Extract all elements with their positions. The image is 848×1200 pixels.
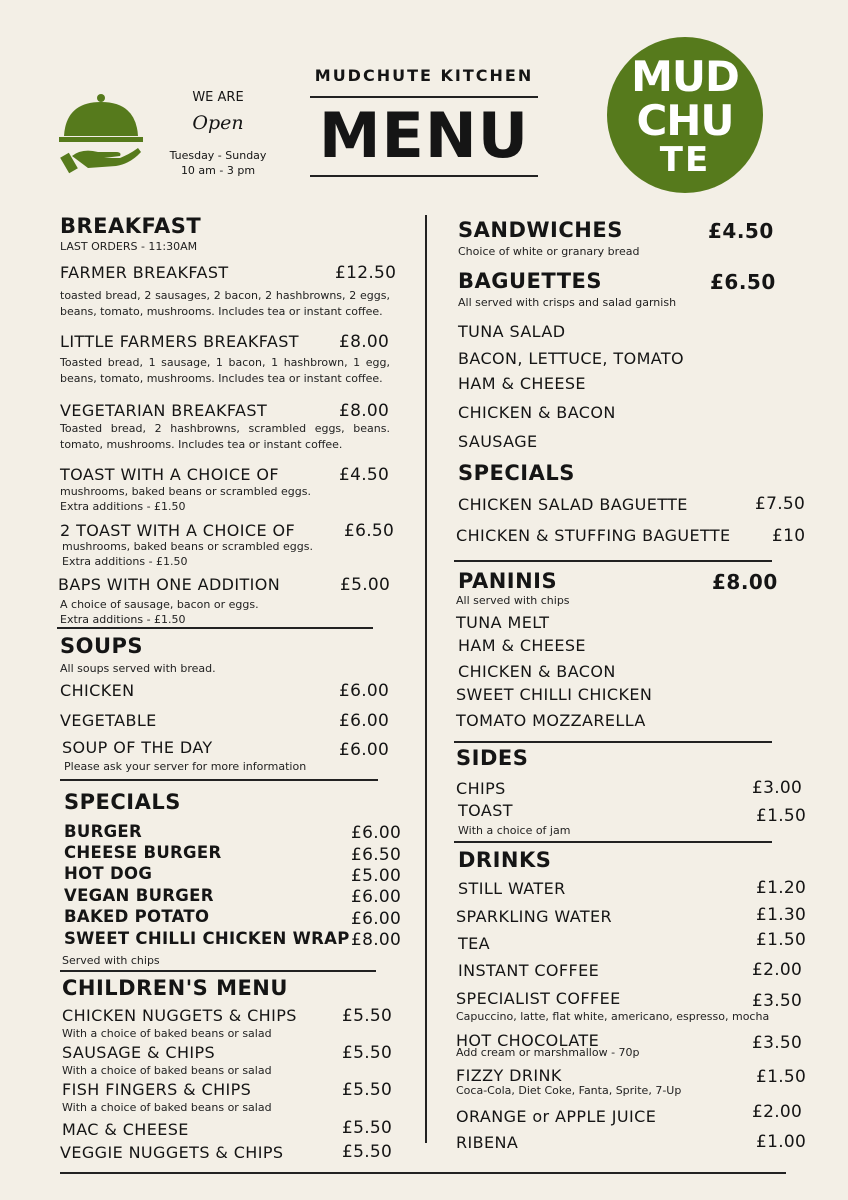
menu-item-name: TUNA SALAD xyxy=(458,322,566,341)
soups-note: All soups served with bread. xyxy=(60,662,216,675)
menu-item-price: £5.00 xyxy=(351,866,402,886)
menu-item-name: SPARKLING WATER xyxy=(456,907,613,926)
menu-item-desc: mushrooms, baked beans or scrambled eggs. xyxy=(60,485,311,498)
menu-item-name: VEGGIE NUGGETS & CHIPS xyxy=(60,1143,284,1162)
menu-item-price: £2.00 xyxy=(752,1102,803,1122)
menu-item-price: £10 xyxy=(772,526,806,546)
specials-note: Served with chips xyxy=(62,954,160,967)
section-divider xyxy=(57,627,373,629)
paninis-note: All served with chips xyxy=(456,594,570,607)
menu-item-name: HAM & CHEESE xyxy=(458,636,586,655)
mudchute-logo xyxy=(607,37,763,193)
section-divider xyxy=(454,560,772,562)
menu-item-desc: With a choice of baked beans or salad xyxy=(62,1101,272,1114)
sandwiches-note: Choice of white or granary bread xyxy=(458,245,640,258)
menu-item-name: CHICKEN & BACON xyxy=(458,403,616,422)
menu-item-price: £3.50 xyxy=(752,1033,803,1053)
menu-item-price: £3.00 xyxy=(752,778,803,798)
menu-item-price: £5.50 xyxy=(342,1080,393,1100)
menu-item-name: 2 TOAST WITH A CHOICE OF xyxy=(60,521,296,540)
menu-item-name: FISH FINGERS & CHIPS xyxy=(62,1080,252,1099)
baguettes-note: All served with crisps and salad garnish xyxy=(458,296,677,309)
menu-item-desc: Please ask your server for more information xyxy=(64,760,307,773)
menu-item-name: VEGETARIAN BREAKFAST xyxy=(60,401,268,420)
column-divider xyxy=(425,215,427,1143)
we-are-label: WE ARE xyxy=(192,90,244,105)
menu-item-name: SWEET CHILLI CHICKEN WRAP xyxy=(64,929,350,948)
menu-item-price: £6.00 xyxy=(351,909,402,929)
menu-item-price: £1.30 xyxy=(756,905,807,925)
menu-item-name: CHICKEN xyxy=(60,681,135,700)
section-divider xyxy=(454,741,772,743)
specials-title: SPECIALS xyxy=(458,461,575,485)
menu-item-name: CHEESE BURGER xyxy=(64,843,222,862)
menu-item-price: £1.20 xyxy=(756,878,807,898)
menu-item-price: £6.50 xyxy=(344,521,395,541)
menu-item-desc: toasted bread, 2 sausages, 2 bacon, 2 hashbrowns, 2 eggs, beans, tomato, mushrooms. Includes tea or instant coffee. xyxy=(60,289,390,318)
kitchen-name: MUDCHUTE KITCHEN xyxy=(314,66,534,85)
menu-item-name: RIBENA xyxy=(456,1133,519,1152)
menu-item-name: BURGER xyxy=(64,822,142,841)
menu-item-name: LITTLE FARMERS BREAKFAST xyxy=(60,332,299,351)
opening-hours: 10 am - 3 pm xyxy=(180,164,256,177)
menu-item-price: £6.00 xyxy=(339,711,390,731)
header-divider-top xyxy=(310,96,538,98)
specials-title: SPECIALS xyxy=(64,790,181,814)
menu-item-name: TUNA MELT xyxy=(456,613,550,632)
menu-item-name: TEA xyxy=(458,934,491,953)
menu-item-name: SAUSAGE xyxy=(458,432,538,451)
open-label: Open xyxy=(192,112,244,134)
header-divider-bottom xyxy=(310,175,538,177)
menu-item-desc: Toasted bread, 2 hashbrowns, scrambled eggs, beans. tomato, mushrooms. Includes tea or instant coffee. xyxy=(60,422,390,451)
menu-item-name: SPECIALIST COFFEE xyxy=(456,989,621,1008)
menu-item-desc: A choice of sausage, bacon or eggs. xyxy=(60,598,259,611)
menu-item-name: BACON, LETTUCE, TOMATO xyxy=(458,349,685,368)
sides-title: SIDES xyxy=(456,746,529,770)
menu-item-name: TOAST WITH A CHOICE OF xyxy=(60,465,279,484)
menu-item-name: VEGETABLE xyxy=(60,711,157,730)
soups-title: SOUPS xyxy=(60,634,144,658)
menu-item-name: SWEET CHILLI CHICKEN xyxy=(456,685,653,704)
childrens-menu-title: CHILDREN'S MENU xyxy=(62,976,288,1000)
menu-item-name: INSTANT COFFEE xyxy=(458,961,600,980)
menu-item-name: VEGAN BURGER xyxy=(64,886,214,905)
menu-item-price: £7.50 xyxy=(755,494,806,514)
menu-item-price: £1.50 xyxy=(756,930,807,950)
menu-item-price: £8.00 xyxy=(339,401,390,421)
menu-item-name: HOT DOG xyxy=(64,864,153,883)
menu-item-price: £1.50 xyxy=(756,806,807,826)
section-divider xyxy=(60,970,376,972)
paninis-price: £8.00 xyxy=(712,570,778,594)
menu-item-name: FARMER BREAKFAST xyxy=(60,263,229,282)
menu-item-name: CHICKEN SALAD BAGUETTE xyxy=(458,495,688,514)
sandwiches-title: SANDWICHES xyxy=(458,218,623,242)
menu-item-price: £5.00 xyxy=(340,575,391,595)
menu-item-name: BAKED POTATO xyxy=(64,907,210,926)
menu-item-name: CHICKEN & STUFFING BAGUETTE xyxy=(456,526,731,545)
menu-item-price: £5.50 xyxy=(342,1118,393,1138)
footer-divider xyxy=(60,1172,786,1174)
menu-item-price: £3.50 xyxy=(752,991,803,1011)
menu-item-desc: Toasted bread, 1 sausage, 1 bacon, 1 hashbrown, 1 egg, beans, tomato, mushrooms. Includes tea or instant coffee. xyxy=(60,356,390,385)
menu-item-desc: With a choice of baked beans or salad xyxy=(62,1064,272,1077)
menu-item-price: £6.00 xyxy=(339,681,390,701)
menu-item-price: £5.50 xyxy=(342,1006,393,1026)
menu-item-name: SAUSAGE & CHIPS xyxy=(62,1043,216,1062)
menu-item-name: ORANGE or APPLE JUICE xyxy=(456,1107,657,1126)
paninis-title: PANINIS xyxy=(458,569,558,593)
menu-item-price: £5.50 xyxy=(342,1142,393,1162)
breakfast-note: LAST ORDERS - 11:30AM xyxy=(60,240,198,253)
menu-item-price: £12.50 xyxy=(335,263,397,283)
logo-line-1: MUD xyxy=(631,52,739,101)
menu-item-price: £6.50 xyxy=(351,845,402,865)
menu-item-name: STILL WATER xyxy=(458,879,566,898)
menu-item-name: HOT CHOCOLATE xyxy=(456,1031,600,1050)
menu-item-price: £1.50 xyxy=(756,1067,807,1087)
section-divider xyxy=(60,779,378,781)
breakfast-title: BREAKFAST xyxy=(60,214,202,238)
menu-item-price: £6.00 xyxy=(339,740,390,760)
menu-item-name: BAPS WITH ONE ADDITION xyxy=(58,575,281,594)
menu-item-price: £5.50 xyxy=(342,1043,393,1063)
menu-item-name: SOUP OF THE DAY xyxy=(62,738,213,757)
menu-item-desc: mushrooms, baked beans or scrambled eggs. xyxy=(62,540,313,553)
opening-days: Tuesday - Sunday xyxy=(169,149,267,162)
menu-item-name: MAC & CHEESE xyxy=(62,1120,189,1139)
drinks-title: DRINKS xyxy=(458,848,552,872)
menu-item-name: CHICKEN & BACON xyxy=(458,662,616,681)
menu-item-name: CHICKEN NUGGETS & CHIPS xyxy=(62,1006,297,1025)
menu-item-name: FIZZY DRINK xyxy=(456,1066,562,1085)
menu-item-desc: With a choice of baked beans or salad xyxy=(62,1027,272,1040)
menu-item-price: £8.00 xyxy=(351,930,402,950)
menu-item-extra: Extra additions - £1.50 xyxy=(62,555,188,568)
menu-item-price: £2.00 xyxy=(752,960,803,980)
cloche-hand-icon xyxy=(58,92,144,176)
baguettes-price: £6.50 xyxy=(710,270,776,294)
menu-item-name: TOAST xyxy=(458,801,513,820)
menu-item-name: CHIPS xyxy=(456,779,506,798)
logo-line-3: TE xyxy=(659,140,711,180)
menu-item-desc: Capuccino, latte, flat white, americano, espresso, mocha xyxy=(456,1010,770,1023)
menu-item-price: £4.50 xyxy=(339,465,390,485)
menu-item-extra: Extra additions - £1.50 xyxy=(60,613,186,626)
logo-line-2: CHU xyxy=(636,96,734,145)
page-title: MENU xyxy=(318,99,530,172)
menu-item-price: £6.00 xyxy=(351,823,402,843)
baguettes-title: BAGUETTES xyxy=(458,269,602,293)
menu-item-name: TOMATO MOZZARELLA xyxy=(456,711,646,730)
menu-item-price: £1.00 xyxy=(756,1132,807,1152)
menu-item-desc: With a choice of jam xyxy=(458,824,571,837)
menu-item-name: HAM & CHEESE xyxy=(458,374,586,393)
section-divider xyxy=(454,841,772,843)
sandwiches-price: £4.50 xyxy=(708,219,774,243)
menu-item-desc: Add cream or marshmallow - 70p xyxy=(456,1046,640,1059)
menu-item-extra: Extra additions - £1.50 xyxy=(60,500,186,513)
menu-item-price: £6.00 xyxy=(351,887,402,907)
menu-item-price: £8.00 xyxy=(339,332,390,352)
menu-item-desc: Coca-Cola, Diet Coke, Fanta, Sprite, 7-Up xyxy=(456,1084,682,1097)
